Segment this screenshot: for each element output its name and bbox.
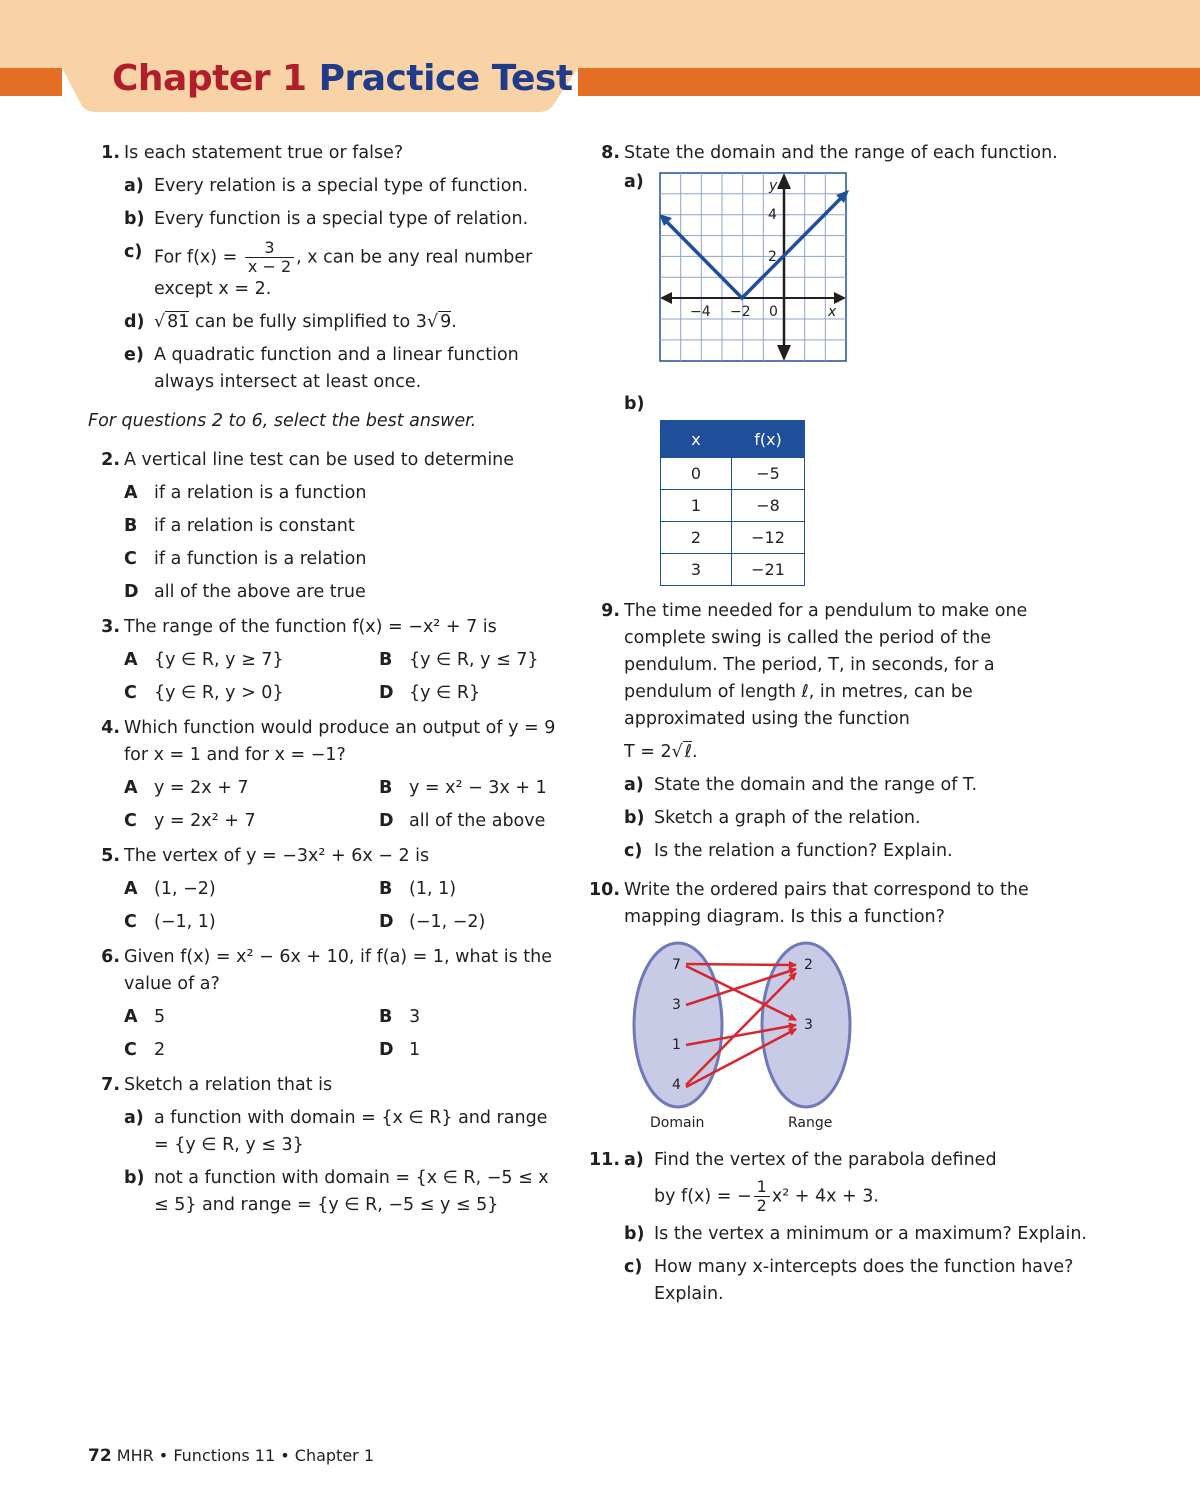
option-text: (1, 1): [409, 879, 457, 899]
option-row: [124, 1004, 558, 1031]
title-chapter: Chapter 1: [112, 58, 307, 99]
column-header: f(x): [732, 421, 805, 458]
question-9: [588, 598, 1088, 865]
part-label: a): [624, 172, 644, 192]
part-text: a function with domain = {x ∈ R} and range = {y ∈ R, y ≤ 3}: [154, 1108, 548, 1155]
x-tick-minus2: −2: [730, 304, 751, 320]
option-label: C: [124, 811, 137, 831]
question-stem: Is each statement true or false?: [124, 143, 404, 163]
left-column: [88, 140, 558, 1227]
question-stem: A vertical line test can be used to determine: [124, 450, 515, 470]
question-stem: The time needed for a pendulum to make one complete swing is called the period of the pendulum. The period, T, in seconds, for a pendulum of length ℓ, in metres, can be approximated using the function: [624, 601, 1028, 729]
question-4: [88, 715, 558, 835]
domain-label: Domain: [650, 1115, 705, 1131]
y-tick-2: 2: [768, 249, 777, 265]
range-label: Range: [788, 1115, 833, 1131]
option-b[interactable]: [379, 876, 456, 903]
option-d[interactable]: [379, 909, 485, 936]
option-text: if a function is a relation: [154, 549, 367, 569]
part-label: a): [124, 1108, 144, 1128]
domain-value: 3: [672, 997, 681, 1013]
table-cell: 1: [661, 490, 732, 522]
part-text: not a function with domain = {x ∈ R, −5 ≤ x ≤ 5} and range = {y ∈ R, −5 ≤ y ≤ 5}: [154, 1168, 549, 1215]
part-text: A quadratic function and a linear function always intersect at least once.: [154, 345, 519, 392]
part-c: [624, 838, 1088, 865]
question-stem: Write the ordered pairs that correspond to the mapping diagram. Is this a function?: [624, 880, 1029, 927]
fraction: [754, 1178, 770, 1215]
page-footer: [88, 1446, 374, 1466]
option-d[interactable]: [379, 680, 480, 707]
part-label: a): [624, 775, 644, 795]
instructions: For questions 2 to 6, select the best answer.: [88, 411, 477, 431]
option-label: C: [124, 683, 137, 703]
option-label: A: [124, 483, 138, 503]
part-a: [624, 1147, 1088, 1215]
table-row: [661, 490, 805, 522]
question-stem: The vertex of y = −3x² + 6x − 2 is: [124, 846, 430, 866]
part-b: [624, 391, 1088, 586]
option-text: all of the above are true: [154, 582, 366, 602]
option-label: A: [124, 879, 138, 899]
part-label: a): [124, 176, 144, 196]
option-label: B: [124, 516, 138, 536]
radicand: ℓ: [684, 742, 693, 762]
option-text: if a relation is constant: [154, 516, 355, 536]
title-practice-test: Practice Test: [318, 58, 573, 99]
part-text: Sketch a graph of the relation.: [654, 808, 921, 828]
punctuation: .: [692, 742, 698, 762]
option-row: [124, 775, 558, 802]
part-b: [624, 1221, 1088, 1248]
option-text: if a relation is a function: [154, 483, 367, 503]
option-label: C: [124, 912, 137, 932]
part-b: [124, 206, 558, 233]
part-a: [624, 772, 1088, 799]
table-cell: 3: [661, 554, 732, 586]
question-stem: Which function would produce an output of y = 9 for x = 1 and for x = −1?: [124, 718, 556, 765]
question-number: 9.: [601, 601, 620, 621]
question-7: [88, 1072, 558, 1219]
right-column: [588, 140, 1088, 1316]
y-axis-label: y: [769, 178, 778, 194]
table-cell: −5: [732, 458, 805, 490]
table-row: [661, 554, 805, 586]
mapping-diagram: [630, 939, 870, 1135]
fraction: [245, 239, 294, 276]
option-c[interactable]: [124, 1037, 379, 1064]
question-number: 8.: [601, 143, 620, 163]
formula-text: T = 2: [624, 742, 672, 762]
question-6: [88, 944, 558, 1064]
option-a[interactable]: [124, 1004, 379, 1031]
option-d[interactable]: [124, 579, 558, 606]
part-label: b): [624, 1224, 645, 1244]
option-label: B: [379, 778, 393, 798]
equation: [654, 1178, 1088, 1215]
question-5: [88, 843, 558, 936]
table-cell: 0: [661, 458, 732, 490]
question-number: 2.: [101, 450, 120, 470]
x-axis-arrow-right: [834, 292, 846, 304]
denominator: x − 2: [247, 257, 292, 276]
part-label: a): [624, 1150, 644, 1170]
footer-text: MHR • Functions 11 • Chapter 1: [116, 1446, 375, 1465]
option-b[interactable]: [124, 513, 558, 540]
function-table: [660, 420, 805, 586]
part-c: [124, 239, 558, 303]
option-text: 1: [409, 1040, 421, 1060]
option-d[interactable]: [379, 808, 545, 835]
numerator: 1: [754, 1178, 770, 1197]
option-label: B: [379, 879, 393, 899]
part-label: b): [624, 394, 645, 414]
question-8: [588, 140, 1088, 586]
option-row: [124, 680, 558, 707]
page-title: [112, 58, 573, 99]
part-text: For f(x) =: [154, 247, 238, 268]
part-text: Every relation is a special type of function.: [154, 176, 529, 196]
table-cell: −12: [732, 522, 805, 554]
option-d[interactable]: [379, 1037, 420, 1064]
question-number: 6.: [101, 947, 120, 967]
option-row: [124, 808, 558, 835]
part-label: b): [124, 1168, 145, 1188]
option-label: B: [379, 650, 393, 670]
y-tick-4: 4: [768, 207, 777, 223]
option-text: (−1, 1): [154, 912, 216, 932]
part-a: [124, 173, 558, 200]
option-b[interactable]: [379, 1004, 420, 1031]
domain-value: 4: [672, 1077, 681, 1093]
option-label: C: [124, 1040, 137, 1060]
function-curve: [662, 193, 846, 298]
option-label: B: [379, 1007, 393, 1027]
part-text: can be fully simplified to 3: [195, 312, 427, 332]
question-number: 5.: [101, 846, 120, 866]
option-text: (1, −2): [154, 879, 216, 899]
part-text: x² + 4x + 3.: [771, 1186, 879, 1207]
question-1: [88, 140, 558, 396]
option-row: [124, 909, 558, 936]
question-stem: The range of the function f(x) = −x² + 7 is: [124, 617, 497, 637]
option-a[interactable]: [124, 876, 379, 903]
option-text: {y ∈ R}: [409, 683, 481, 703]
option-text: y = 2x + 7: [154, 778, 249, 798]
table-row: [661, 458, 805, 490]
part-b: [124, 1165, 558, 1219]
table-row: [661, 522, 805, 554]
question-number: 3.: [101, 617, 120, 637]
option-label: D: [379, 811, 394, 831]
option-a[interactable]: [124, 647, 379, 674]
radicand: 9: [440, 312, 452, 332]
question-stem: Given f(x) = x² − 6x + 10, if f(a) = 1, what is the value of a?: [124, 947, 552, 994]
option-text: 2: [154, 1040, 166, 1060]
option-text: y = x² − 3x + 1: [409, 778, 547, 798]
question-number: 4.: [101, 718, 120, 738]
domain-value: 1: [672, 1037, 681, 1053]
option-text: 5: [154, 1007, 166, 1027]
x-tick-minus4: −4: [690, 304, 711, 320]
origin-label: 0: [769, 304, 778, 320]
part-text: Every function is a special type of relation.: [154, 209, 529, 229]
option-text: {y ∈ R, y ≥ 7}: [154, 650, 284, 670]
part-d: d) √ 81 can be fully simplified to 3√ 9.: [124, 309, 558, 336]
option-a[interactable]: [124, 480, 558, 507]
x-axis-label: x: [828, 304, 837, 320]
punctuation: .: [451, 312, 457, 332]
option-label: D: [379, 912, 394, 932]
part-label: c): [124, 242, 143, 262]
part-text: State the domain and the range of T.: [654, 775, 978, 795]
formula: T = 2√ ℓ.: [624, 742, 698, 762]
absolute-value-graph: [658, 171, 852, 367]
option-row: [124, 647, 558, 674]
option-c[interactable]: [124, 546, 558, 573]
question-number: 11.: [588, 1150, 620, 1170]
question-stem: State the domain and the range of each function.: [624, 143, 1058, 163]
column-header: x: [661, 421, 732, 458]
part-a: [624, 169, 1088, 391]
part-a: [124, 1105, 558, 1159]
table-cell: 2: [661, 522, 732, 554]
part-label: c): [624, 841, 643, 861]
part-text: Is the vertex a minimum or a maximum? Explain.: [654, 1224, 1087, 1244]
y-axis-arrow-up: [777, 173, 791, 189]
option-text: (−1, −2): [409, 912, 486, 932]
question-number: 1.: [101, 143, 120, 163]
option-c[interactable]: [124, 680, 379, 707]
option-label: D: [379, 1040, 394, 1060]
option-a[interactable]: [124, 775, 379, 802]
option-label: D: [379, 683, 394, 703]
question-11: [588, 1147, 1088, 1308]
y-axis-arrow-down: [777, 345, 791, 361]
mapping-arrow: [686, 964, 796, 965]
numerator: 3: [245, 239, 294, 258]
option-text: 3: [409, 1007, 421, 1027]
option-label: A: [124, 778, 138, 798]
option-text: y = 2x² + 7: [154, 811, 256, 831]
part-label: e): [124, 345, 144, 365]
option-c[interactable]: [124, 909, 379, 936]
part-label: b): [624, 808, 645, 828]
question-2: [88, 447, 558, 606]
part-label: c): [624, 1257, 643, 1277]
option-label: A: [124, 1007, 138, 1027]
option-row: [124, 1037, 558, 1064]
question-3: [88, 614, 558, 707]
option-b[interactable]: [379, 647, 539, 674]
option-row: [124, 876, 558, 903]
part-text: Is the relation a function? Explain.: [654, 841, 953, 861]
question-10: [588, 877, 1088, 1135]
part-e: [124, 342, 558, 396]
option-text: all of the above: [409, 811, 546, 831]
table-cell: −21: [732, 554, 805, 586]
radicand: 81: [167, 312, 190, 332]
part-c: [624, 1254, 1088, 1308]
option-text: {y ∈ R, y ≤ 7}: [409, 650, 539, 670]
range-value: 3: [804, 1017, 813, 1033]
part-text: How many x-intercepts does the function have? Explain.: [654, 1257, 1074, 1304]
option-label: D: [124, 582, 139, 602]
denominator: 2: [756, 1196, 767, 1215]
option-c[interactable]: [124, 808, 379, 835]
option-label: C: [124, 549, 137, 569]
option-text: {y ∈ R, y > 0}: [154, 683, 284, 703]
option-b[interactable]: [379, 775, 547, 802]
page-number: 72: [88, 1446, 112, 1466]
header-accent-right: [578, 68, 1200, 96]
part-label: b): [124, 209, 145, 229]
part-text: Find the vertex of the parabola defined: [654, 1150, 997, 1170]
question-number: 7.: [101, 1075, 120, 1095]
question-number: 10.: [588, 880, 620, 900]
option-label: A: [124, 650, 138, 670]
part-b: [624, 805, 1088, 832]
domain-value: 7: [672, 957, 681, 973]
part-text: , x can be any real number except x = 2.: [154, 247, 533, 299]
question-stem: Sketch a relation that is: [124, 1075, 333, 1095]
x-axis-arrow-left: [660, 292, 672, 304]
table-cell: −8: [732, 490, 805, 522]
part-label: d): [124, 312, 145, 332]
range-value: 2: [804, 957, 813, 973]
part-text: by f(x) = −: [654, 1186, 752, 1207]
